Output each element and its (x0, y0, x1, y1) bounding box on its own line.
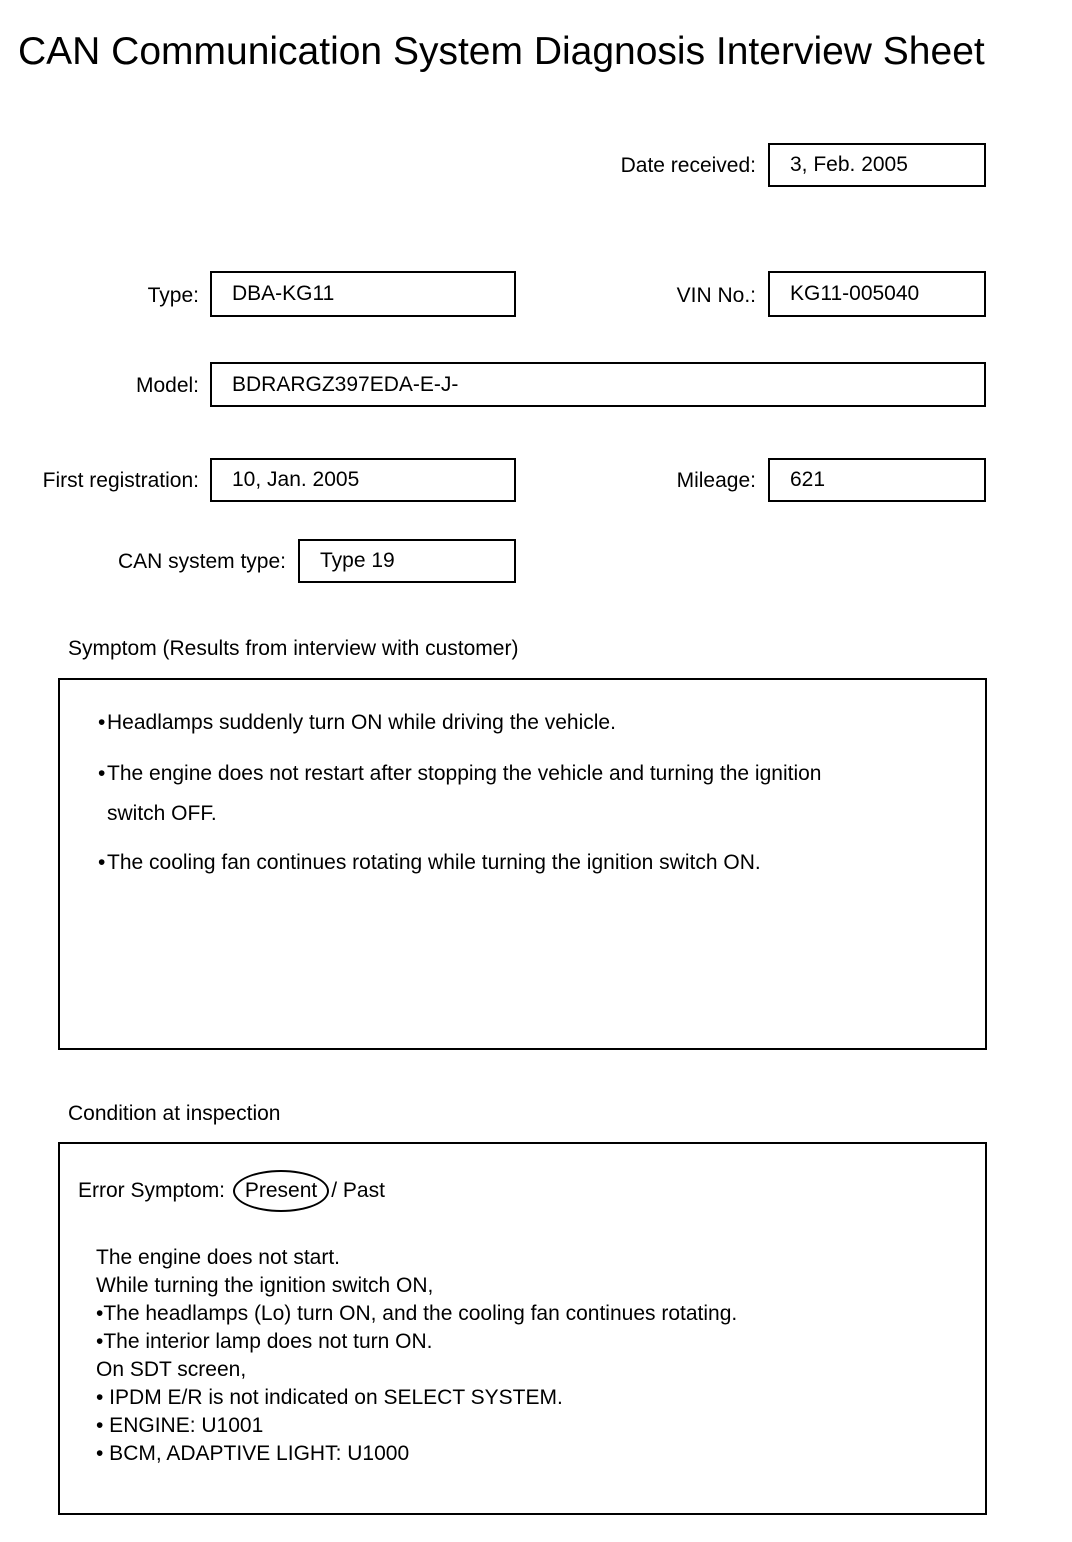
type-label: Type: (147, 284, 199, 307)
can-system-type-field: Type 19 (298, 539, 516, 583)
page-title: CAN Communication System Diagnosis Interview Sheet (18, 30, 985, 73)
error-symptom-label: Error Symptom: (78, 1179, 226, 1202)
vin-label: VIN No.: (676, 284, 756, 307)
condition-details (96, 1244, 737, 1468)
symptom-panel (58, 678, 987, 1050)
bullet-marker: • (98, 851, 106, 874)
bullet-marker: • (98, 762, 106, 785)
condition-heading: Condition at inspection (68, 1102, 281, 1125)
type-field: DBA-KG11 (210, 271, 516, 317)
model-field: BDRARGZ397EDA-E-J- (210, 362, 986, 407)
vin-field: KG11-005040 (768, 271, 986, 317)
symptom-item (98, 843, 948, 883)
past-option: / Past (331, 1179, 385, 1202)
symptom-text: Headlamps suddenly turn ON while driving the vehicle. (107, 711, 616, 734)
symptom-item (98, 754, 948, 834)
symptom-text-continued: switch OFF. (107, 802, 217, 825)
condition-line: •The headlamps (Lo) turn ON, and the cooling fan continues rotating. (96, 1302, 738, 1325)
error-symptom-line (78, 1170, 385, 1212)
condition-panel (58, 1142, 987, 1515)
condition-line: The engine does not start. (96, 1246, 340, 1269)
first-registration-label: First registration: (42, 469, 199, 492)
model-label: Model: (135, 374, 199, 397)
condition-line: • IPDM E/R is not indicated on SELECT SYSTEM. (96, 1386, 563, 1409)
first-registration-field: 10, Jan. 2005 (210, 458, 516, 502)
present-option-circled: Present (233, 1170, 329, 1212)
symptom-heading: Symptom (Results from interview with customer) (68, 637, 519, 660)
mileage-label: Mileage: (676, 469, 756, 492)
date-received-field: 3, Feb. 2005 (768, 143, 986, 187)
condition-line: On SDT screen, (96, 1358, 247, 1381)
condition-line: •The interior lamp does not turn ON. (96, 1330, 433, 1353)
condition-line: • ENGINE: U1001 (96, 1414, 264, 1437)
symptom-text: The engine does not restart after stopping the vehicle and turning the ignition (107, 762, 822, 785)
symptom-item (98, 703, 948, 743)
can-system-type-label: CAN system type: (117, 550, 286, 573)
bullet-marker: • (98, 711, 106, 734)
condition-line: • BCM, ADAPTIVE LIGHT: U1000 (96, 1442, 410, 1465)
condition-line: While turning the ignition switch ON, (96, 1274, 434, 1297)
date-received-label: Date received: (620, 154, 756, 177)
symptom-text: The cooling fan continues rotating while turning the ignition switch ON. (107, 851, 761, 874)
mileage-field: 621 (768, 458, 986, 502)
